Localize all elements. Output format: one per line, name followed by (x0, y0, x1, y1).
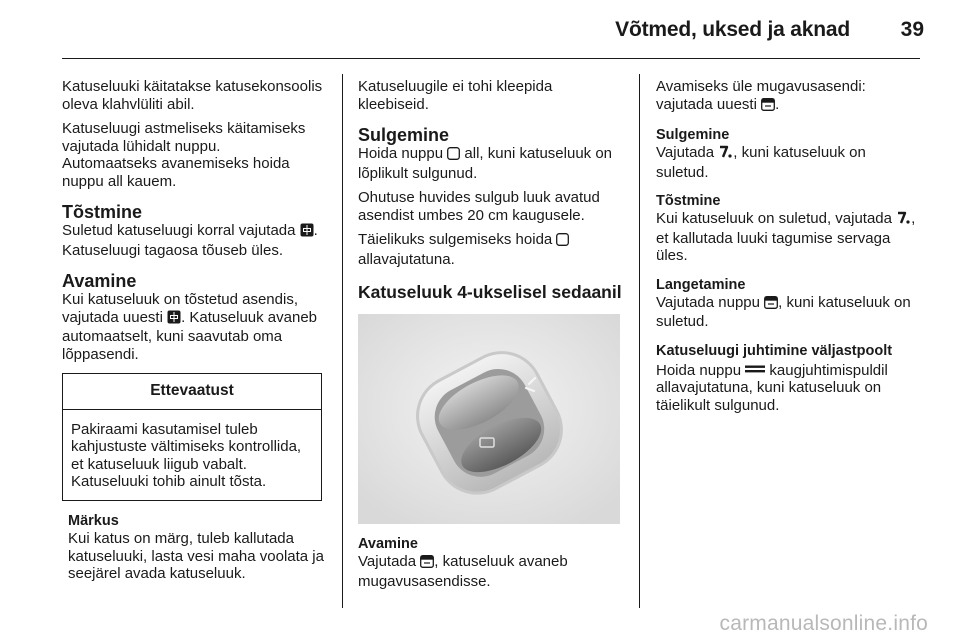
warning-title: Ettevaatust (63, 374, 321, 410)
text: , katuseluuk avaneb mugavusasendisse. (358, 553, 568, 590)
section-heading-tostmine: Tõstmine (656, 193, 721, 209)
paragraph (358, 231, 626, 268)
page-number: 39 (900, 18, 924, 41)
sunroof-switch-image (358, 314, 620, 524)
tilt-up-icon (718, 145, 733, 164)
text: Vajutada nuppu (656, 293, 760, 311)
section-heading-sedaan: Katuseluuk 4-ukselisel sedaanil (358, 282, 622, 302)
warning-box (62, 373, 322, 501)
paragraph: Katuseluugi astmeliseks käitamiseks vajutada lühidalt nuppu. (62, 120, 306, 155)
sunroof-open-icon (761, 98, 775, 116)
text: , kuni katuseluuk on suletud. (656, 293, 911, 330)
paragraph (358, 553, 626, 590)
paragraph (62, 291, 327, 363)
sunroof-open-icon (420, 555, 434, 573)
text: Hoida nuppu (656, 361, 742, 379)
paragraph: Katuseluuki käitatakse katusekonsoolis oleva klahvlüliti abil. (62, 78, 323, 113)
text: . Katuseluugi tagaosa tõuseb üles. (62, 222, 318, 259)
paragraph (656, 210, 920, 265)
paragraph (656, 294, 920, 331)
paragraph: Automaatseks avanemiseks hoida nuppu all kauem. (62, 155, 290, 190)
watermark: carmanualsonline.info (719, 612, 928, 635)
text: Kui katuseluuk on tõstetud asendis, vajutada uuesti (62, 291, 298, 326)
text: Vajutada (656, 144, 715, 161)
page-title: Võtmed, uksed ja aknad (615, 18, 850, 41)
sunroof-close-icon (556, 233, 569, 251)
text: Kui katuseluuk on suletud, vajutada (656, 210, 892, 227)
warning-text: Pakiraami kasutamisel tuleb kahjustuste vältimiseks kontrollida, et katuseluuk liigub vabalt. Katuseluuki tohib ainult tõsta. (71, 420, 302, 490)
paragraph: Katuseluugile ei tohi kleepida kleebiseid. (358, 78, 553, 113)
tilt-up-icon (896, 211, 911, 230)
note-text: Kui katus on märg, tuleb kallutada katuseluuki, lasta vesi maha voolata ja seejärel avada katuseluuk. (68, 530, 324, 582)
column-2 (358, 78, 626, 597)
text: Vajutada (358, 553, 417, 570)
text: , et kallutada luuki tagumise servaga üles. (656, 210, 916, 264)
paragraph (62, 222, 327, 259)
sunroof-tilt-icon (300, 223, 314, 242)
text: . Katuseluuk avaneb automaatselt, kuni saavutab oma lõppasendi. (62, 308, 318, 363)
section-heading-valjast: Katuseluugi juhtimine väljastpoolt (656, 342, 893, 359)
sunroof-close-icon (447, 147, 460, 165)
section-heading-sulgemine: Sulgemine (358, 125, 450, 145)
section-heading-langetamine: Langetamine (656, 276, 746, 293)
section-heading-sulgemine: Sulgemine (656, 127, 730, 143)
text: kaugjuhtimispuldil allavajutatuna, kuni katuseluuk on täielikult sulgunud. (656, 361, 888, 414)
column-divider (342, 74, 343, 608)
column-1 (62, 78, 327, 583)
note-label: Märkus (68, 512, 119, 529)
paragraph (656, 360, 920, 415)
section-heading-tostmine: Tõstmine (62, 202, 143, 222)
section-heading-avamine: Avamine (358, 536, 418, 552)
remote-lock-icon (745, 360, 765, 378)
section-heading-avamine: Avamine (62, 271, 137, 291)
text: Avamiseks üle mugavusasendi: vajutada uuesti (656, 78, 866, 113)
column-3 (656, 78, 920, 421)
paragraph (358, 145, 626, 182)
text: . (775, 95, 780, 113)
text: Hoida nuppu (358, 145, 444, 162)
column-divider (639, 74, 640, 608)
paragraph: Ohutuse huvides sulgub luuk avatud asendist umbes 20 cm kaugusele. (358, 189, 600, 224)
text: allavajutatuna. (358, 250, 455, 268)
paragraph (656, 78, 920, 115)
text: Suletud katuseluugi korral vajutada (62, 222, 296, 239)
paragraph (656, 144, 920, 181)
note (62, 513, 327, 583)
header-divider (62, 58, 920, 59)
sunroof-open-icon (764, 296, 778, 314)
sunroof-tilt-icon (167, 310, 181, 329)
text: all, kuni katuseluuk on lõplikult sulgunud. (358, 145, 613, 182)
text: Täielikuks sulgemiseks hoida (358, 231, 553, 248)
text: , kuni katuseluuk on suletud. (656, 144, 866, 181)
